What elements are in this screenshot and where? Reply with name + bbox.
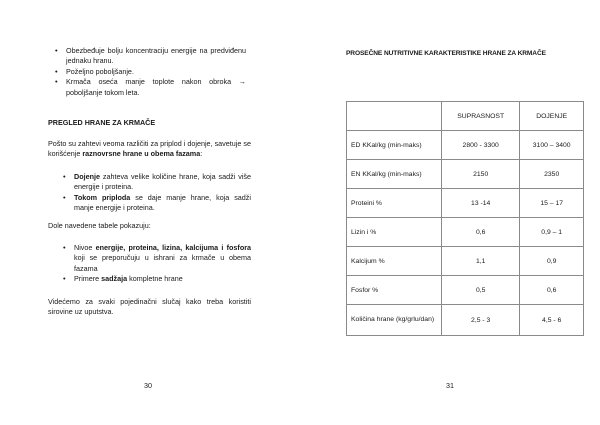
- tables-intro: Dole navedene tabele pokazuju:: [48, 221, 151, 230]
- cell-dojenje: 15 – 17: [520, 189, 584, 218]
- intro-end: :: [200, 149, 203, 159]
- tables-bullet-levels-pre: Nivoe: [74, 243, 96, 252]
- nutrition-table: [346, 101, 584, 336]
- row-label: ED KKal/kg (min-maks): [347, 131, 442, 160]
- row-label: Količina hrane (kg/grlu/dan): [347, 305, 442, 336]
- table-row: [347, 247, 584, 276]
- page-number-left: 30: [144, 381, 152, 390]
- cell-suprasnost: 0,6: [442, 218, 520, 247]
- tables-bullet-levels: [74, 243, 251, 274]
- table-row: [347, 189, 584, 218]
- top-bullet-1: • Obezbeđuje bolju koncentraciju energije na predviđenu jednaku hranu.: [66, 46, 246, 67]
- row-label: Kalcijum %: [347, 247, 442, 276]
- cell-dojenje: 3100 – 3400: [520, 131, 584, 160]
- table-row: [347, 131, 584, 160]
- cell-suprasnost: 1,1: [442, 247, 520, 276]
- cell-dojenje: 2350: [520, 160, 584, 189]
- closing-paragraph: Videćemo za svaki pojedinačni slučaj kako treba koristiti sirovine uz uputstva.: [48, 297, 251, 317]
- intro-text: Pošto su zahtevi veoma različiti za priplod i dojenje, savetuje se korišćenje: [48, 139, 251, 159]
- tables-bullet-examples: [74, 274, 251, 284]
- phase-bullet-gestation: [74, 193, 251, 214]
- row-label: EN KKal/kg (min-maks): [347, 160, 442, 189]
- header-suprasnost: SUPRASNOST: [442, 102, 520, 131]
- cell-dojenje: 0,6: [520, 276, 584, 305]
- phase-bullet-lactation-bold: Dojenje: [74, 172, 100, 181]
- intro-paragraph: [48, 139, 251, 160]
- table-row: [347, 218, 584, 247]
- cell-dojenje: 0,9: [520, 247, 584, 276]
- intro-bold: raznovrsne hrane u obema fazama: [82, 149, 201, 159]
- header-dojenje: DOJENJE: [520, 102, 584, 131]
- tables-bullet-levels-post: koji se preporučuju u ishrani za krmače u obema fazama: [74, 253, 251, 273]
- tables-bullet-examples-post: kompletne hrane: [127, 274, 183, 284]
- table-row: [347, 305, 584, 336]
- cell-suprasnost: 0,5: [442, 276, 520, 305]
- cell-suprasnost: 13 -14: [442, 189, 520, 218]
- cell-suprasnost: 2150: [442, 160, 520, 189]
- top-bullet-2: • Poželjno poboljšanje.: [66, 67, 246, 77]
- page-number-right: 31: [446, 381, 454, 390]
- cell-dojenje: 0,9 – 1: [520, 218, 584, 247]
- tables-bullet-levels-bold: energije, proteina, lizina, kalcijuma i fosfora: [95, 243, 252, 252]
- table-row: [347, 160, 584, 189]
- phase-bullet-gestation-text: se daje manje hrane, koja sadži manje energije i proteina.: [74, 192, 251, 213]
- phase-bullet-list: [74, 172, 251, 214]
- phase-bullet-lactation-text: zahteva velike količine hrane, koja sadži više energije i proteina.: [74, 172, 251, 192]
- cell-suprasnost: 2,5 - 3: [442, 305, 520, 336]
- row-label: Fosfor %: [347, 276, 442, 305]
- section-heading: PREGLED HRANE ZA KRMAČE: [48, 118, 156, 127]
- cell-suprasnost: 2800 - 3300: [442, 131, 520, 160]
- table-title: PROSEČNE NUTRITIVNE KARAKTERISTIKE HRANE ZA KRMAČE: [346, 50, 546, 57]
- top-bullet-3: • Krmača oseća manje toplote nakon obroka → poboljšanje tokom leta.: [66, 77, 246, 98]
- table-header-row: [347, 102, 584, 131]
- row-label: Proteini %: [347, 189, 442, 218]
- cell-dojenje: 4,5 - 6: [520, 305, 584, 336]
- row-label: Lizin i %: [347, 218, 442, 247]
- top-bullet-list: [66, 46, 246, 98]
- table-row: [347, 276, 584, 305]
- tables-bullet-examples-bold: sadžaja: [101, 274, 128, 284]
- tables-bullet-list: [74, 243, 251, 285]
- phase-bullet-gestation-bold: Tokom priploda: [74, 192, 131, 202]
- header-blank-cell: [347, 102, 442, 131]
- phase-bullet-lactation: [74, 172, 251, 193]
- tables-bullet-examples-pre: Primere: [74, 274, 102, 284]
